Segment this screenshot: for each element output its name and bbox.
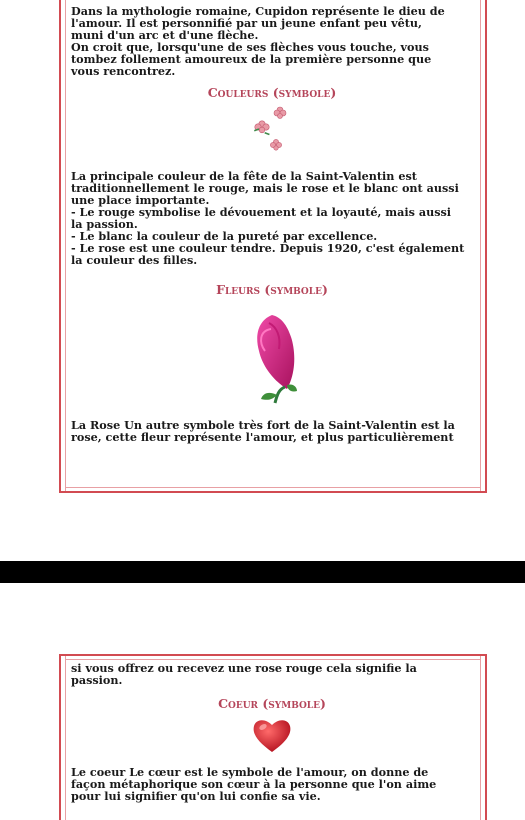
heading-colors: Couleurs (symbole)	[207, 85, 337, 100]
article-page-bottom	[59, 654, 487, 820]
article-content-bottom	[61, 656, 485, 802]
rose-line: rose, cette fleur représente l'amour, et plus particulièrement	[71, 430, 454, 444]
heading-heart: Coeur (symbole)	[218, 696, 326, 711]
rose-line: La Rose Un autre symbole très fort de la Saint-Valentin est la	[71, 418, 455, 432]
heart-line: Le coeur Le cœur est le symbole de l'amour, on donne de	[71, 765, 429, 779]
intro-line: l'amour. Il est personnifié par un jeune enfant peu vêtu,	[71, 16, 422, 30]
heart-line: pour lui signifier qu'on lui confie sa vie.	[71, 789, 321, 803]
colors-line: traditionnellement le rouge, mais le rose et le blanc ont aussi	[71, 181, 459, 195]
intro-line: On croit que, lorsqu'une de ses flèches vous touche, vous	[71, 40, 429, 54]
intro-line: muni d'un arc et d'une flèche.	[71, 28, 259, 42]
intro-line: Dans la mythologie romaine, Cupidon représente le dieu de	[71, 4, 445, 18]
page-separator-bar	[0, 561, 525, 583]
colors-line: la passion.	[71, 217, 138, 231]
rose-icon	[237, 309, 307, 409]
article-page-top	[59, 0, 487, 493]
intro-paragraph	[71, 5, 473, 77]
colors-line: La principale couleur de la fête de la Saint-Valentin est	[71, 169, 417, 183]
colors-line: - Le blanc la couleur de la pureté par excellence.	[71, 229, 378, 243]
colors-line: une place importante.	[71, 193, 210, 207]
intro-line: vous rencontrez.	[71, 64, 176, 78]
intro-line: tombez follement amoureux de la première personne que	[71, 52, 432, 66]
continued-line: si vous offrez ou recevez une rose rouge cela signifie la	[71, 661, 417, 675]
colors-paragraph	[71, 170, 473, 266]
colors-line: - Le rouge symbolise le dévouement et la loyauté, mais aussi	[71, 205, 452, 219]
heart-line: façon métaphorique son cœur à la personne que l'on aime	[71, 777, 437, 791]
heading-flowers: Fleurs (symbole)	[216, 282, 328, 297]
heart-icon	[250, 716, 294, 756]
continued-paragraph	[71, 662, 473, 686]
article-content-top	[61, 0, 485, 443]
heart-paragraph	[71, 766, 473, 802]
flowers-icon	[242, 104, 302, 156]
colors-line: - Le rose est une couleur tendre. Depuis 1920, c'est également	[71, 241, 465, 255]
rose-paragraph	[71, 419, 473, 443]
colors-line: la couleur des filles.	[71, 253, 198, 267]
continued-line: passion.	[71, 673, 123, 687]
